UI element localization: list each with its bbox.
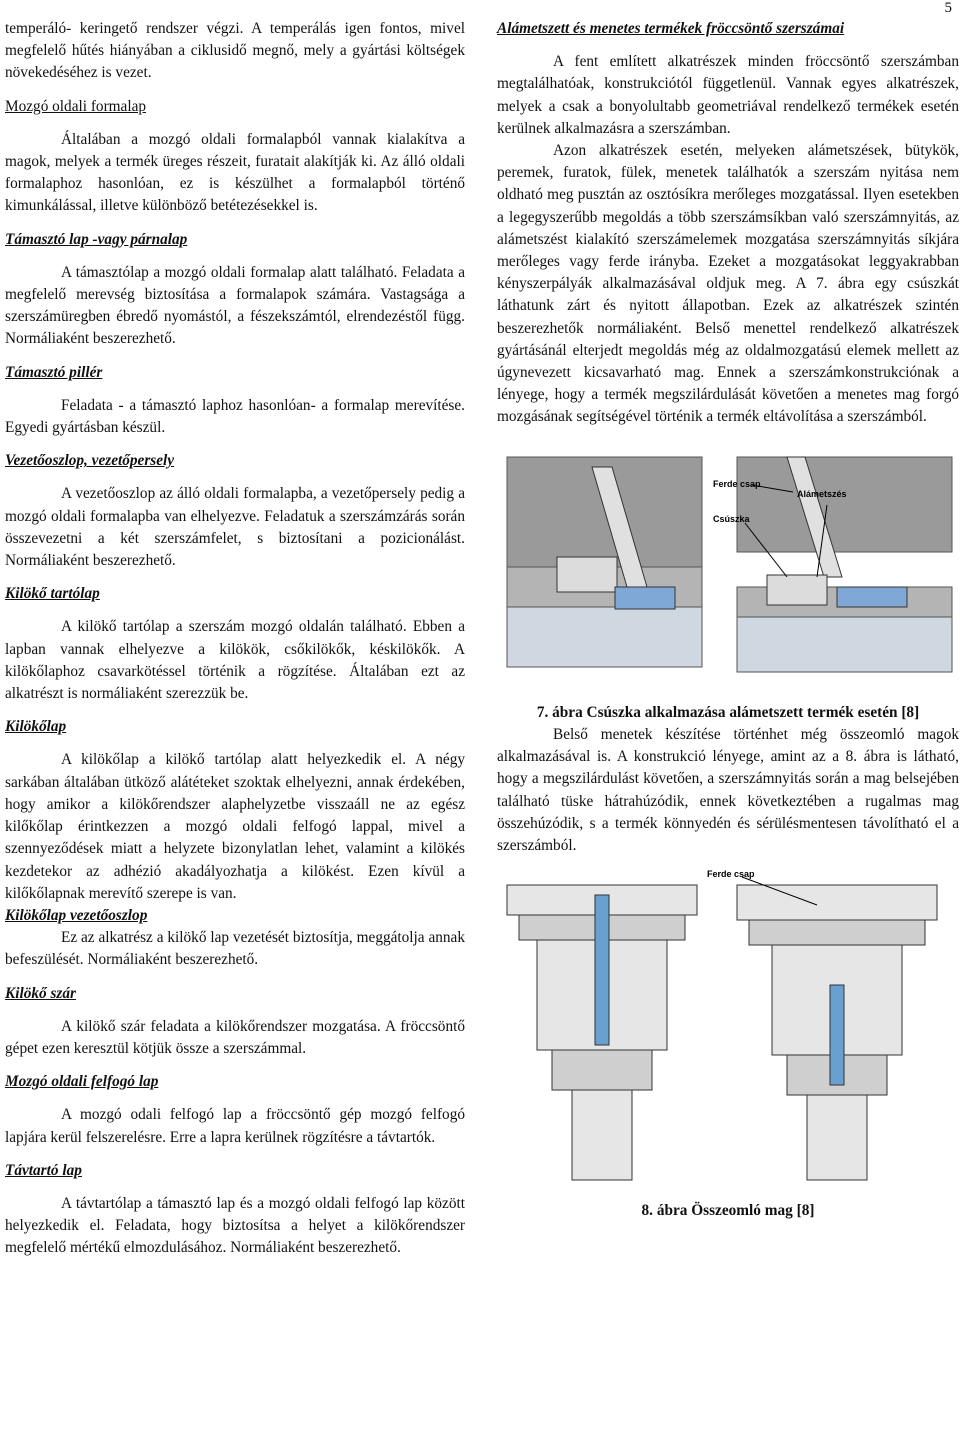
paragraph-alametszett-2: Azon alkatrészek esetén, melyeken alámetszések, bütykök, peremek, furatok, fülek, menetek találhatók a szerszám nyitása nem oldható meg pusztán az osztósíkra merőleges mozgatással. Ilyen esetekben a legegyszerűbb megoldás a több szerszámsíkban való szerszámnyitás, az alámetszést kialakító szerszámelemek mozgatása szerszámnyitás síkjára merőleges vagy ferde irányba. Ezeket a mozgatásokat leggyakrabban kényszerpályák alkalmazásával oldjuk meg. A 7. ábra egy csúszkát láthatunk zárt és nyitott állapotban. Ezek az alkatrészek szintén beszerezhetők normáliaként. Belső menettel rendelkező alkatrészek gyártásánál elterjedt megoldás még az oldalmozgatású elemek mellett az úgynevezett kicsavarható mag. Ennek a szerszámkonstrukciónak a lényege, hogy a termék megszilárdulását követően a menetes mag forgó mozgásának segítségével történik a termék eltávolítása a szerszámból. [497, 142, 959, 426]
right-column [497, 18, 959, 1223]
paragraph-mozgo-oldali-formalap: Általában a mozgó oldali formalapból vannak kialakítva a magok, melyek a termék üreges részeit, furatait alakítják ki. Az álló oldali formalaphoz hasonlóan, ez is készülhet a formalapból történő kimunkálással, illetve különböző betétezésekkel is. [5, 130, 465, 215]
heading-kilokolap: Kilökőlap [5, 718, 67, 736]
heading-vezetooszlop: Vezetőoszlop, vezetőpersely [5, 452, 175, 470]
figure-7-slide-illustration [497, 437, 959, 687]
heading-kiloko-tartolap: Kilökő tartólap [5, 585, 100, 603]
paragraph-vezetooszlop: A vezetőoszlop az álló oldali formalapba, a vezetőpersely pedig a mozgó oldali formalapba van elhelyezve. Feladatuk a szerszámzárás során összevezetni a két szerszámfelet, s biztosítani a pozicionálást. Normáliaként beszerezhető. [5, 485, 465, 570]
paragraph-kiloko-szar: A kilökő szár feladata a kilökőrendszer mozgatása. A fröccsöntő gépet ezen keresztül kötjük össze a szerszámmal. [5, 1017, 465, 1057]
heading-kiloko-szar: Kilökő szár [5, 984, 76, 1002]
figure-8-collapsible-core-illustration [497, 865, 959, 1185]
figure-8-label-ferde-csap: Ferde csap [707, 869, 755, 880]
page-number: 5 [944, 0, 952, 16]
figure-7-caption: 7. ábra Csúszka alkalmazása alámetszett termék esetén [8] [536, 703, 920, 721]
figure-8-caption: 8. ábra Összeomló mag [8] [641, 1202, 815, 1220]
paragraph-felfogo-lap: A mozgó odali felfogó lap a fröccsöntő gép mozgó felfogó lapjára kerül felszerelésre. Erre a lapra kerülnek rögzítésre a távtartók. [5, 1106, 465, 1146]
intro-paragraph: temperáló- keringető rendszer végzi. A temperálás igen fontos, mivel megfelelő hűtés hiányában a ciklusidő megnő, mely a gyártási költségek növekedéséhez is vezet. [5, 20, 465, 82]
paragraph-kilokolap: A kilökőlap a kilökő tartólap alatt helyezkedik el. A négy sarkában általában ütköző alátéteket szoktak elhelyezni, annak érdekében, hogy amikor a kilökőrendszer alaphelyzetbe visszaáll ne az egész kilőkőlap érintkezzen a mozgó oldali felfogó lappal, mivel a szennyeződések miatt a helyzete bizonylatlan lehet, valamint a kilökés kezdetekor az adhézió akadályozhatja a kilökést. Ezen kívül a kilőkőlapnak merevítő szerepe is van. [5, 751, 465, 902]
label-ferde-csap: Ferde csap [713, 478, 761, 489]
figure-8 [497, 865, 959, 1192]
heading-kilokolap-vezetooszlop: Kilökőlap vezetőoszlop [5, 906, 148, 924]
heading-mozgo-oldali-formalap: Mozgó oldali formalap [5, 97, 147, 115]
heading-felfogo-lap: Mozgó oldali felfogó lap [5, 1073, 159, 1091]
paragraph-kiloko-tartolap: A kilökő tartólap a szerszám mozgó oldalán található. Ebben a lapban vannak elhelyezve a kilökök, csőkilökők, késkilökők. A kilökőlaphoz csavarkötéssel történik a rögzítése. Általában ezt az alkatrészt is normáliaként szerezzük be. [5, 618, 465, 703]
paragraph-tamaszto-lap: A támasztólap a mozgó oldali formalap alatt található. Feladata a megfelelő merevség biztosítása a formalapok számára. Vastagsága a szerszámüregben ébredő nyomástól, a fészekszámtól, elrendezéstől függ. Normáliaként beszerezhető. [5, 263, 465, 348]
paragraph-osszeomlo-mag: Belső menetek készítése történhet még összeomló magok alkalmazásával is. A konstrukció lényege, amint az a 8. ábra is látható, hogy a megszilárdulást követően, a szerszámnyitás során a mag belsejében található tüske hátrahúzódik, ennek következtében a rugalmas mag összehúzódik, s a termék könnyedén és sérülésmentesen távolítható el a szerszámból. [497, 726, 959, 855]
paragraph-alametszett-1: A fent említett alkatrészek minden fröccsöntő szerszámban megtalálhatóak, konstrukciótól függetlenül. Vannak egyes alkatrészek, melyek a csak a bonyolultabb geometriával rendelkező termékek esetén kerülnek alkalmazásra a szerszámban. [497, 53, 959, 137]
heading-alametszett: Alámetszett és menetes termékek fröccsöntő szerszámai [497, 20, 845, 37]
heading-tamaszto-lap: Támasztó lap -vagy párnalap [5, 230, 188, 248]
label-csuszka: Csúszka [713, 513, 750, 524]
label-alametszes: Alámetszés [797, 488, 847, 499]
paragraph-kilokolap-vezetooszlop: Ez az alkatrész a kilökő lap vezetését biztosítja, meggátolja annak befeszülését. Normáliaként beszerezhető. [5, 929, 465, 969]
paragraph-tavtarto-lap: A távtartólap a támasztó lap és a mozgó oldali felfogó lap között helyezkedik el. Feladata, hogy biztosítsa a helyet a kilökőrendszer megfelelő mértékű elmozdulásához. Normáliaként beszerezhető. [5, 1194, 465, 1257]
figure-7 [497, 437, 959, 694]
left-column [5, 18, 465, 1260]
heading-tamaszto-piller: Támasztó pillér [5, 363, 103, 381]
mold-left-closed [507, 457, 702, 667]
heading-tavtarto-lap: Távtartó lap [5, 1161, 82, 1179]
paragraph-tamaszto-piller: Feladata - a támasztó laphoz hasonlóan- a formalap merevítése. Egyedi gyártásban készül. [5, 396, 465, 437]
